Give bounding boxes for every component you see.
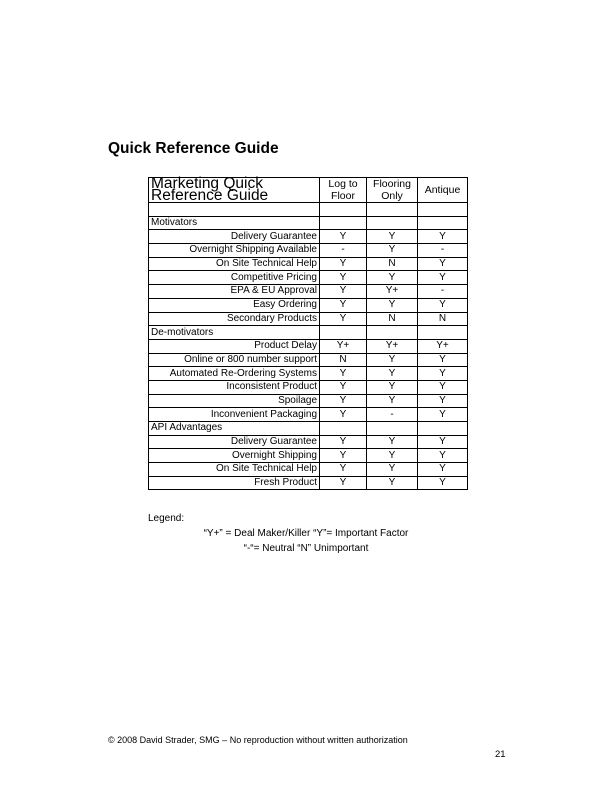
table-row [149,257,468,271]
rating-cell: Y [367,435,418,449]
row-label: Overnight Shipping Available [149,244,320,258]
table-row [149,298,468,312]
section-header-row [149,422,468,436]
rating-cell: Y [367,244,418,258]
rating-cell: Y [418,449,468,463]
table-body [149,216,468,490]
rating-cell: Y [320,257,367,271]
table-title-line-1: Marketing Quick [151,175,263,192]
rating-cell: Y+ [418,339,468,353]
footer-copyright: © 2008 David Strader, SMG – No reproduction without written authorization [108,735,408,745]
table-row [149,271,468,285]
rating-cell: Y [418,271,468,285]
rating-cell: Y [367,367,418,381]
rating-cell: N [367,312,418,326]
rating-cell: Y [367,353,418,367]
rating-cell: Y [367,463,418,477]
rating-cell: Y [418,353,468,367]
column-header-line-2: Floor [331,190,355,202]
table-row [149,394,468,408]
page-heading: Quick Reference Guide [108,140,279,157]
rating-cell: Y [367,476,418,490]
rating-cell: Y [418,230,468,244]
rating-cell: Y+ [367,339,418,353]
rating-cell: Y [367,298,418,312]
section-title: Motivators [149,216,320,230]
rating-cell: Y [320,271,367,285]
rating-cell: N [418,312,468,326]
spacer-cell [418,203,468,217]
table-row [149,408,468,422]
table-row [149,353,468,367]
rating-cell: Y [367,271,418,285]
rating-cell: Y [418,257,468,271]
rating-cell: Y [320,408,367,422]
section-header-row [149,216,468,230]
row-label: EPA & EU Approval [149,285,320,299]
row-label: Fresh Product [149,476,320,490]
row-label: Delivery Guarantee [149,230,320,244]
spacer-row [149,203,468,217]
row-label: Easy Ordering [149,298,320,312]
table-row [149,463,468,477]
rating-cell: N [367,257,418,271]
table-row [149,285,468,299]
rating-cell: Y [320,463,367,477]
table-title [149,175,320,204]
table-row [149,449,468,463]
empty-cell [367,326,418,340]
row-label: Delivery Guarantee [149,435,320,449]
rating-cell: Y [418,394,468,408]
rating-cell: Y [320,230,367,244]
row-label: Online or 800 number support [149,353,320,367]
row-label: Overnight Shipping [149,449,320,463]
table-header-row [149,178,468,203]
rating-cell: Y+ [320,339,367,353]
rating-cell: Y [320,298,367,312]
rating-cell: Y [320,285,367,299]
row-label: On Site Technical Help [149,257,320,271]
rating-cell: Y [418,367,468,381]
rating-cell: Y [367,230,418,244]
rating-cell: Y [320,367,367,381]
table-row [149,339,468,353]
rating-cell: Y [320,394,367,408]
row-label: On Site Technical Help [149,463,320,477]
empty-cell [320,422,367,436]
rating-cell: - [320,244,367,258]
legend-label: Legend: [148,513,185,524]
empty-cell [320,326,367,340]
table-row [149,244,468,258]
section-title: API Advantages [149,422,320,436]
empty-cell [320,216,367,230]
rating-cell: Y [418,408,468,422]
column-header-flooring-only [367,178,418,203]
row-label: Spoilage [149,394,320,408]
row-label: Inconsistent Product [149,380,320,394]
column-header-line-1: Flooring [373,178,411,190]
rating-cell: Y [367,380,418,394]
spacer-cell [149,203,320,217]
column-header-antique [418,178,468,203]
row-label: Competitive Pricing [149,271,320,285]
rating-cell: Y [320,449,367,463]
rating-cell: Y [320,380,367,394]
rating-cell: Y+ [367,285,418,299]
table-row [149,476,468,490]
table-row [149,380,468,394]
rating-cell: Y [320,312,367,326]
column-header-line-1: Log to [328,178,358,190]
rating-cell: N [320,353,367,367]
table-row [149,435,468,449]
legend-line-1: “Y+” = Deal Maker/Killer “Y”= Important Factor [203,528,409,539]
row-label: Secondary Products [149,312,320,326]
section-title: De-motivators [149,326,320,340]
column-header-log-to-floor [320,178,367,203]
table-title-line-2: Reference Guide [151,187,269,204]
quick-reference-table [148,177,468,490]
rating-cell: - [418,244,468,258]
rating-cell: Y [367,394,418,408]
row-label: Product Delay [149,339,320,353]
rating-cell: Y [367,449,418,463]
empty-cell [418,216,468,230]
rating-cell: Y [418,463,468,477]
rating-cell: - [418,285,468,299]
legend-line-2: “-“= Neutral “N” Unimportant [243,543,369,554]
rating-cell: Y [320,476,367,490]
column-header-line-2: Only [381,190,403,202]
empty-cell [367,216,418,230]
spacer-cell [320,203,367,217]
page-number: 21 [495,749,506,760]
spacer-cell [367,203,418,217]
table-row [149,230,468,244]
rating-cell: Y [418,476,468,490]
rating-cell: Y [418,380,468,394]
section-header-row [149,326,468,340]
empty-cell [418,422,468,436]
column-header-line-1: Antique [424,184,461,196]
table-row [149,312,468,326]
empty-cell [367,422,418,436]
table-row [149,367,468,381]
rating-cell: Y [418,298,468,312]
row-label: Automated Re-Ordering Systems [149,367,320,381]
rating-cell: Y [418,435,468,449]
row-label: Inconvenient Packaging [149,408,320,422]
rating-cell: Y [320,435,367,449]
rating-cell: - [367,408,418,422]
empty-cell [418,326,468,340]
